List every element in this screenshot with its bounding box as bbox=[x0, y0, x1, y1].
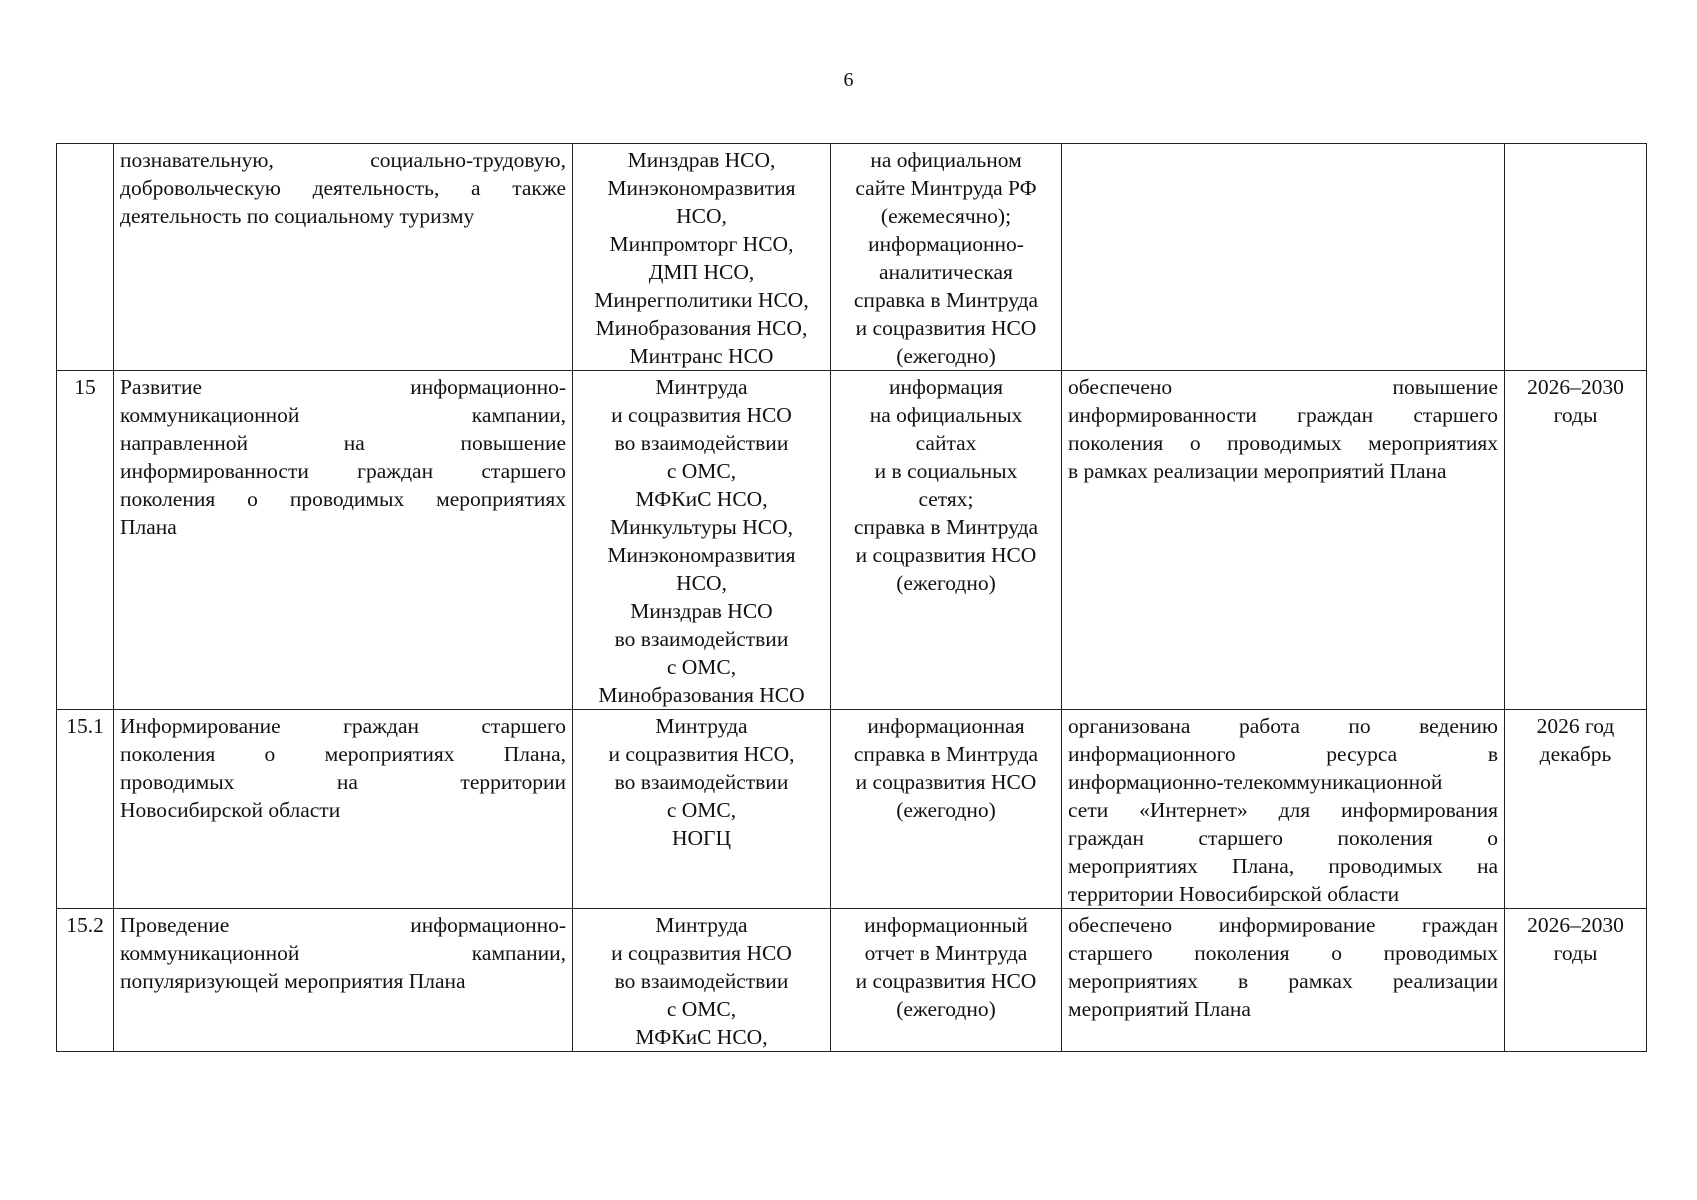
table-row bbox=[57, 144, 1647, 371]
cell-text-line: поколения о проводимых мероприятиях bbox=[120, 487, 566, 511]
cell-text-line: старшего поколения о проводимых bbox=[1068, 941, 1498, 965]
cell-text-line: познавательную, социально-трудовую, bbox=[120, 148, 566, 172]
cell-text-line: отчет в Минтруда bbox=[864, 941, 1028, 965]
cell-text-line: МФКиС НСО, bbox=[635, 1025, 768, 1049]
cell-text-line: во взаимодействии bbox=[614, 770, 789, 794]
cell-text-line: 2026–2030 bbox=[1527, 913, 1624, 937]
cell-text-line: 2026–2030 bbox=[1527, 375, 1624, 399]
cell-text-line: НОГЦ bbox=[671, 826, 731, 850]
cell-text-line: Минздрав НСО, bbox=[627, 148, 776, 172]
cell-text-line: и соцразвития НСО bbox=[611, 941, 792, 965]
cell-text-line: добровольческую деятельность, а также bbox=[120, 176, 566, 200]
executors-cell bbox=[573, 371, 831, 710]
cell-text-line: декабрь bbox=[1539, 742, 1612, 766]
cell-text-line: и соцразвития НСО bbox=[611, 403, 792, 427]
item-number-cell: 15.1 bbox=[57, 710, 114, 909]
cell-text-line: Минэкономразвития bbox=[607, 543, 796, 567]
plan-table bbox=[56, 143, 1647, 1052]
cell-text-line: сети «Интернет» для информирования bbox=[1068, 798, 1498, 822]
cell-text-line: поколения о проводимых мероприятиях bbox=[1068, 431, 1498, 455]
activity-name-cell bbox=[114, 371, 573, 710]
cell-text-line: обеспечено повышение bbox=[1068, 375, 1498, 399]
cell-text-line: коммуникационной кампании, bbox=[120, 941, 566, 965]
expected-result-cell bbox=[1062, 144, 1505, 371]
cell-text-line: и соцразвития НСО bbox=[855, 543, 1037, 567]
cell-text-line: направленной на повышение bbox=[120, 431, 566, 455]
table-row bbox=[57, 909, 1647, 1052]
cell-text-line: и соцразвития НСО bbox=[855, 969, 1037, 993]
completion-form-cell bbox=[831, 909, 1062, 1052]
completion-form-cell bbox=[831, 144, 1062, 371]
cell-text-line: поколения о мероприятиях Плана, bbox=[120, 742, 566, 766]
executors-cell bbox=[573, 909, 831, 1052]
executors-cell bbox=[573, 710, 831, 909]
cell-text-line: коммуникационной кампании, bbox=[120, 403, 566, 427]
plan-table-body bbox=[57, 144, 1647, 1052]
cell-text-line: с ОМС, bbox=[666, 459, 737, 483]
page-number: 6 bbox=[843, 69, 854, 91]
cell-text-line: ДМП НСО, bbox=[648, 260, 755, 284]
expected-result-cell bbox=[1062, 710, 1505, 909]
cell-text-line: на официальных bbox=[869, 403, 1023, 427]
cell-text-line: справка в Минтруда bbox=[853, 742, 1039, 766]
cell-text-line: информационная bbox=[867, 714, 1025, 738]
cell-text-line: информационно- bbox=[868, 232, 1024, 256]
item-number-cell: 15 bbox=[57, 371, 114, 710]
cell-text-line: проводимых на территории bbox=[120, 770, 566, 794]
cell-text-line: в рамках реализации мероприятий Плана bbox=[1068, 459, 1447, 483]
cell-text-line: информационного ресурса в bbox=[1068, 742, 1498, 766]
cell-text-line: и соцразвития НСО, bbox=[608, 742, 795, 766]
cell-text-line: справка в Минтруда bbox=[853, 288, 1039, 312]
cell-text-line: Минздрав НСО bbox=[630, 599, 773, 623]
cell-text-line: мероприятиях Плана, проводимых на bbox=[1068, 854, 1498, 878]
cell-text-line: информированности граждан старшего bbox=[120, 459, 566, 483]
item-number-cell: 15.2 bbox=[57, 909, 114, 1052]
cell-text-line: справка в Минтруда bbox=[853, 515, 1039, 539]
cell-text-line: (ежегодно) bbox=[896, 798, 996, 822]
cell-text-line: деятельность по социальному туризму bbox=[120, 204, 475, 228]
cell-text-line: во взаимодействии bbox=[614, 969, 789, 993]
cell-text-line: Минтранс НСО bbox=[629, 344, 774, 368]
completion-form-cell bbox=[831, 371, 1062, 710]
cell-text-line: МФКиС НСО, bbox=[635, 487, 768, 511]
cell-text-line: Минобразования НСО bbox=[598, 683, 805, 707]
cell-text-line: Минтруда bbox=[655, 714, 748, 738]
cell-text-line: информационно-телекоммуникационной bbox=[1068, 770, 1443, 794]
cell-text-line: с ОМС, bbox=[666, 655, 737, 679]
activity-name-cell bbox=[114, 710, 573, 909]
deadline-cell bbox=[1505, 371, 1647, 710]
cell-text-line: (ежемесячно); bbox=[880, 204, 1012, 228]
cell-text-line: (ежегодно) bbox=[896, 571, 996, 595]
cell-text-line: сетях; bbox=[918, 487, 974, 511]
cell-text-line: Проведение информационно- bbox=[120, 913, 566, 937]
expected-result-cell bbox=[1062, 371, 1505, 710]
cell-text-line: 2026 год bbox=[1536, 714, 1615, 738]
cell-text-line: и в социальных bbox=[874, 459, 1018, 483]
cell-text-line: НСО, bbox=[676, 571, 727, 595]
cell-text-line: сайте Минтруда РФ bbox=[855, 176, 1037, 200]
cell-text-line: и соцразвития НСО bbox=[855, 770, 1037, 794]
cell-text-line: и соцразвития НСО bbox=[855, 316, 1037, 340]
cell-text-line: НСО, bbox=[676, 204, 727, 228]
executors-cell bbox=[573, 144, 831, 371]
cell-text-line: Минрегполитики НСО, bbox=[594, 288, 809, 312]
cell-text-line: Минтруда bbox=[655, 913, 748, 937]
cell-text-line: информация bbox=[888, 375, 1004, 399]
cell-text-line: популяризующей мероприятия Плана bbox=[120, 969, 466, 993]
cell-text-line: Минпромторг НСО, bbox=[609, 232, 794, 256]
deadline-cell bbox=[1505, 710, 1647, 909]
cell-text-line: Плана bbox=[120, 515, 177, 539]
cell-text-line: информационный bbox=[864, 913, 1028, 937]
cell-text-line: с ОМС, bbox=[666, 798, 737, 822]
cell-text-line: во взаимодействии bbox=[614, 627, 789, 651]
deadline-cell bbox=[1505, 909, 1647, 1052]
cell-text-line: информированности граждан старшего bbox=[1068, 403, 1498, 427]
cell-text-line: (ежегодно) bbox=[896, 997, 996, 1021]
cell-text-line: на официальном bbox=[870, 148, 1022, 172]
completion-form-cell bbox=[831, 710, 1062, 909]
cell-text-line: граждан старшего поколения о bbox=[1068, 826, 1498, 850]
cell-text-line: мероприятий Плана bbox=[1068, 997, 1251, 1021]
cell-text-line: Минтруда bbox=[655, 375, 748, 399]
deadline-cell bbox=[1505, 144, 1647, 371]
cell-text-line: во взаимодействии bbox=[614, 431, 789, 455]
cell-text-line: Минобразования НСО, bbox=[595, 316, 808, 340]
cell-text-line: Новосибирской области bbox=[120, 798, 341, 822]
cell-text-line: Развитие информационно- bbox=[120, 375, 566, 399]
activity-name-cell bbox=[114, 909, 573, 1052]
cell-text-line: Минэкономразвития bbox=[607, 176, 796, 200]
table-row bbox=[57, 710, 1647, 909]
cell-text-line: с ОМС, bbox=[666, 997, 737, 1021]
cell-text-line: территории Новосибирской области bbox=[1068, 882, 1400, 906]
cell-text-line: мероприятиях в рамках реализации bbox=[1068, 969, 1498, 993]
expected-result-cell bbox=[1062, 909, 1505, 1052]
cell-text-line: организована работа по ведению bbox=[1068, 714, 1498, 738]
activity-name-cell bbox=[114, 144, 573, 371]
table-row bbox=[57, 371, 1647, 710]
cell-text-line: годы bbox=[1553, 403, 1598, 427]
cell-text-line: сайтах bbox=[915, 431, 977, 455]
cell-text-line: аналитическая bbox=[879, 260, 1013, 284]
cell-text-line: годы bbox=[1553, 941, 1598, 965]
cell-text-line: Информирование граждан старшего bbox=[120, 714, 566, 738]
cell-text-line: обеспечено информирование граждан bbox=[1068, 913, 1498, 937]
cell-text-line: (ежегодно) bbox=[896, 344, 996, 368]
item-number-cell bbox=[57, 144, 114, 371]
cell-text-line: Минкультуры НСО, bbox=[610, 515, 793, 539]
